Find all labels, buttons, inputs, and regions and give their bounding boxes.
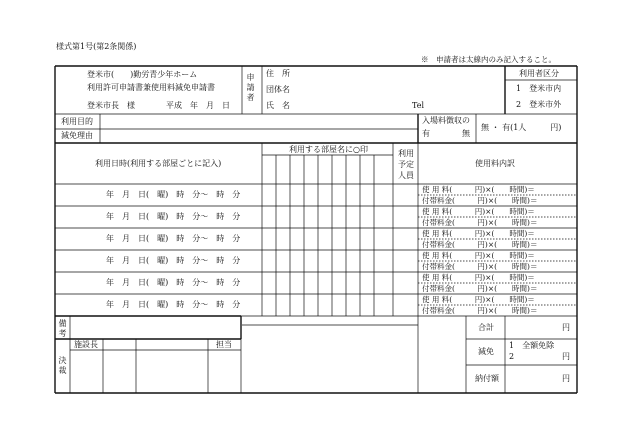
staff-label: 担当 [216,340,232,349]
reduction-unit: 円 [562,352,570,361]
decision-label: 決裁 [58,356,67,376]
address-label[interactable]: 住 所 [266,69,290,78]
admission-fee-label: 入場料徴収の [422,116,470,125]
user-class-inside-city[interactable]: 1 登米市内 [516,84,562,93]
fee-usage-line: 使 用 料( 円)×( 時間)＝ [422,229,535,238]
fee-usage-line: 使 用 料( 円)×( 時間)＝ [422,251,535,260]
row-datetime[interactable]: 年 月 日( 曜) 時 分～ 時 分 [106,212,241,221]
fee-breakdown-header: 使用料内訳 [475,159,515,168]
row-datetime[interactable]: 年 月 日( 曜) 時 分～ 時 分 [106,234,241,243]
payment-unit: 円 [562,374,570,383]
user-class-header: 利用者区分 [519,69,559,78]
planned-users-header: 利用予定人員 [398,149,414,180]
rooms-header: 利用する部屋名に○印 [289,145,368,154]
instruction-note: ※ 申請者は太線内のみ記入すること。 [421,55,556,64]
row-datetime[interactable]: 年 月 日( 曜) 時 分～ 時 分 [106,256,241,265]
addressee: 登米市長 様 [87,101,135,110]
purpose-label[interactable]: 利用目的 [61,117,93,126]
fee-extra-line: 付帯料金( 円)×( 時間)＝ [422,306,538,315]
remarks-label: 備考 [58,319,67,339]
applicant-section-label: 申請者 [246,73,255,103]
admission-fee-value[interactable]: 無 ・ 有(1人 円) [481,123,562,132]
reduction-label: 減免 [478,347,494,356]
row-datetime[interactable]: 年 月 日( 曜) 時 分～ 時 分 [106,190,241,199]
admission-fee-label-2: 有 無 [422,129,470,138]
payment-label: 納付額 [475,374,499,383]
title-line2: 利用許可申請書兼使用料減免申請書 [87,83,215,92]
user-class-outside-city[interactable]: 2 登米市外 [516,100,562,109]
fee-extra-line: 付帯料金( 円)×( 時間)＝ [422,240,538,249]
form-number: 様式第1号(第2条関係) [56,42,137,51]
reduction-option-2[interactable]: 2 [509,352,515,361]
group-name-label[interactable]: 団体名 [266,85,290,94]
fee-usage-line: 使 用 料( 円)×( 時間)＝ [422,273,535,282]
total-label: 合計 [478,323,494,332]
fee-usage-line: 使 用 料( 円)×( 時間)＝ [422,295,535,304]
reduction-reason-label[interactable]: 減免理由 [61,131,93,140]
fee-usage-line: 使 用 料( 円)×( 時間)＝ [422,207,535,216]
application-date: 平成 年 月 日 [166,101,230,110]
fee-usage-line: 使 用 料( 円)×( 時間)＝ [422,185,535,194]
row-datetime[interactable]: 年 月 日( 曜) 時 分～ 時 分 [106,300,241,309]
row-datetime[interactable]: 年 月 日( 曜) 時 分～ 時 分 [106,278,241,287]
datetime-header: 利用日時(利用する部屋ごとに記入) [95,159,222,168]
fee-extra-line: 付帯料金( 円)×( 時間)＝ [422,262,538,271]
tel-label[interactable]: Tel [412,101,425,110]
facility-head-label: 施設長 [74,340,98,349]
applicant-name-label[interactable]: 氏 名 [266,101,290,110]
total-unit: 円 [562,323,570,332]
reduction-full-exemption[interactable]: 1 全額免除 [509,341,555,350]
fee-extra-line: 付帯料金( 円)×( 時間)＝ [422,284,538,293]
fee-extra-line: 付帯料金( 円)×( 時間)＝ [422,196,538,205]
title-line1: 登米市( )勤労青少年ホーム [87,70,198,79]
fee-extra-line: 付帯料金( 円)×( 時間)＝ [422,218,538,227]
